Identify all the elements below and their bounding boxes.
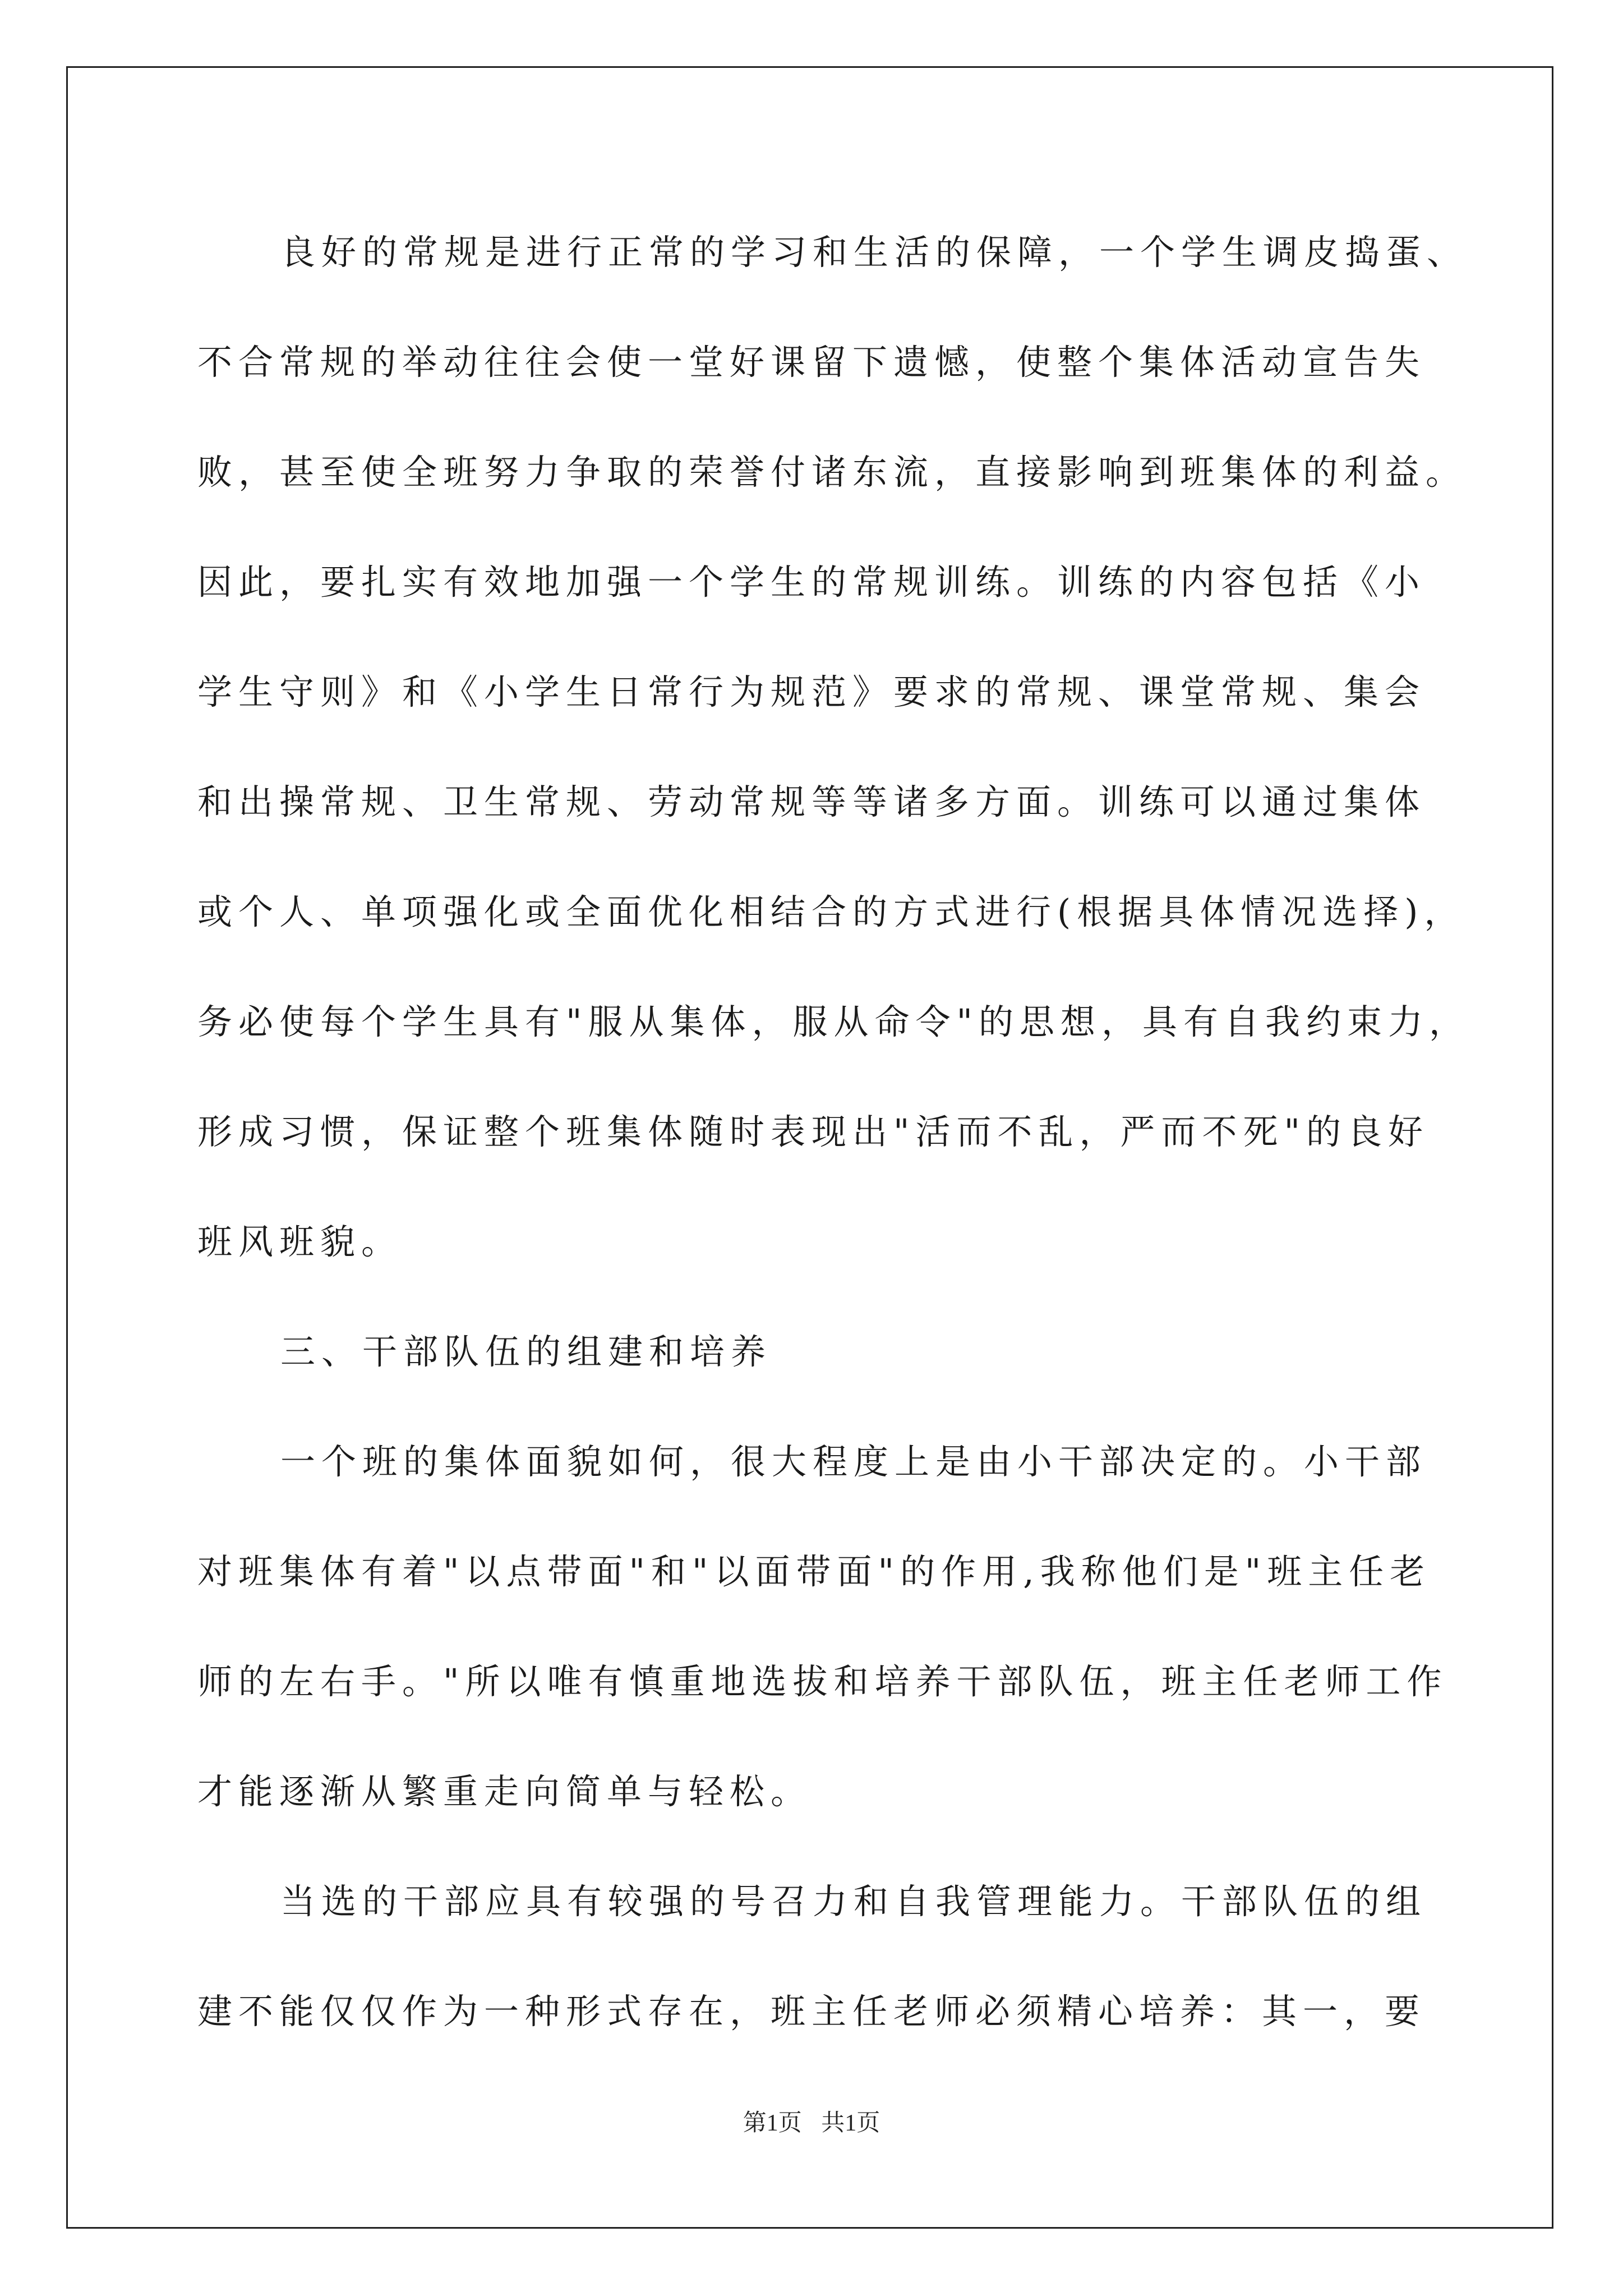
paragraph-line: 师的左右手。"所以唯有慎重地选拔和培养干部队伍，班主任老师工作 [197,1661,1448,1702]
paragraph-line: 不合常规的举动往往会使一堂好课留下遗憾，使整个集体活动宣告失 [197,342,1426,383]
paragraph-line: 学生守则》和《小学生日常行为规范》要求的常规、课堂常规、集会 [197,671,1426,712]
paragraph-line: 和出操常规、卫生常规、劳动常规等等诸多方面。训练可以通过集体 [197,781,1426,822]
paragraph-line: 对班集体有着"以点带面"和"以面带面"的作用,我称他们是"班主任老 [197,1551,1431,1592]
paragraph-line: 一个班的集体面貌如何，很大程度上是由小干部决定的。小干部 [280,1441,1427,1482]
paragraph-line: 班风班貌。 [197,1221,403,1262]
page-total: 共1页 [821,2110,880,2136]
paragraph-line: 因此，要扎实有效地加强一个学生的常规训练。训练的内容包括《小 [197,562,1426,602]
section-heading: 三、干部队伍的组建和培养 [280,1331,772,1372]
paragraph-line: 务必使每个学生具有"服从集体，服从命令"的思想，具有自我约束力， [197,1001,1470,1042]
page-footer [0,2106,1623,2140]
paragraph-line: 或个人、单项强化或全面优化相结合的方式进行(根据具体情况选择)， [197,891,1465,932]
paragraph-line: 形成习惯，保证整个班集体随时表现出"活而不乱，严而不死"的良好 [197,1111,1430,1152]
paragraph-line: 当选的干部应具有较强的号召力和自我管理能力。干部队伍的组 [280,1881,1427,1922]
paragraph-line: 败，甚至使全班努力争取的荣誉付诸东流，直接影响到班集体的利益。 [197,452,1467,493]
paragraph-line: 建不能仅仅作为一种形式存在，班主任老师必须精心培养：其一，要 [197,1991,1426,2032]
paragraph-line: 良好的常规是进行正常的学习和生活的保障，一个学生调皮捣蛋、 [280,232,1468,273]
paragraph-line: 才能逐渐从繁重走向简单与轻松。 [197,1771,812,1812]
page-number: 第1页 [743,2110,802,2136]
